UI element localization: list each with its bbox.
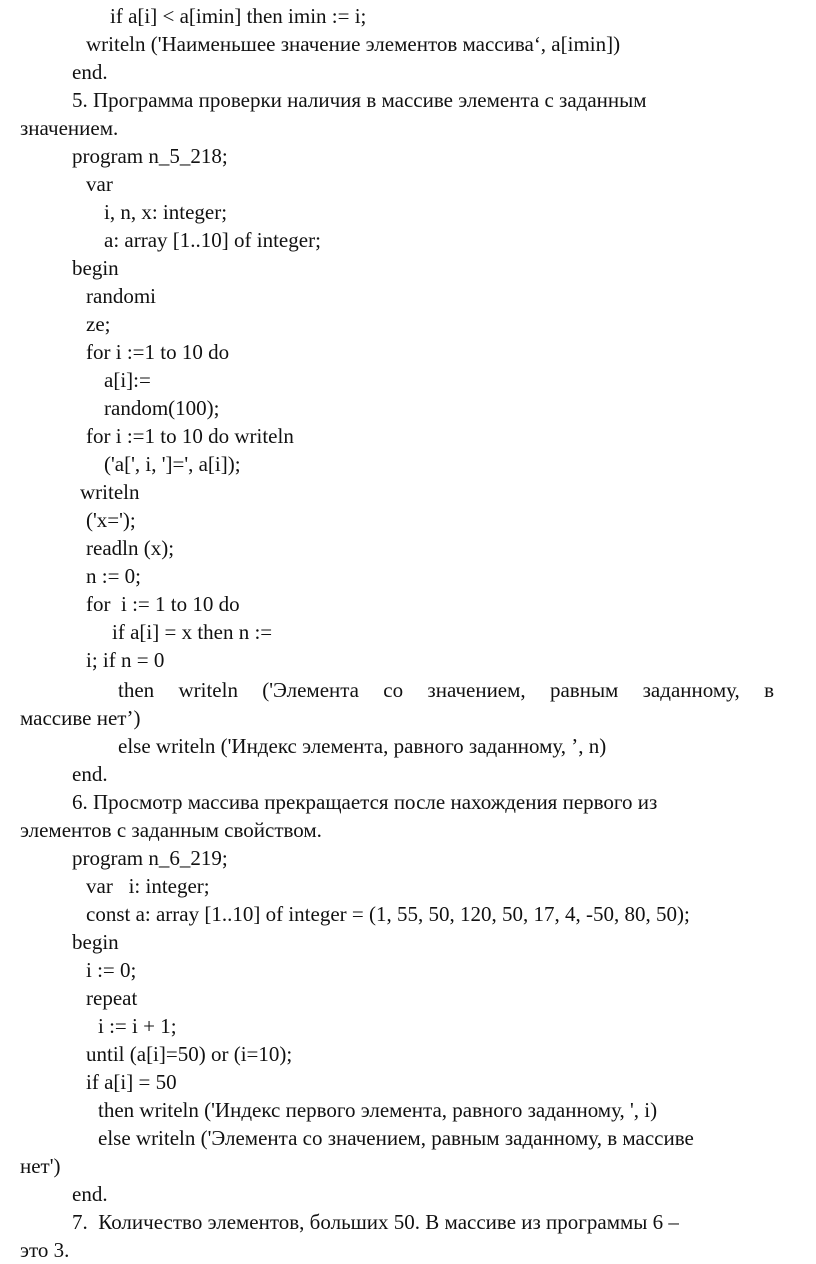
code-line: end. — [72, 60, 108, 84]
section-heading: элементов с заданным свойством. — [20, 818, 322, 842]
section-heading: значением. — [20, 116, 119, 140]
section-heading: 6. Просмотр массива прекращается после нахождения первого из — [72, 790, 658, 814]
code-line: until (a[i]=50) or (i=10); — [86, 1042, 293, 1066]
code-line: for i :=1 to 10 do writeln — [86, 424, 294, 448]
code-line: if a[i] = x then n := — [112, 620, 273, 644]
code-line: массиве нет’) — [20, 706, 141, 730]
code-line: end. — [72, 762, 108, 786]
code-line: repeat — [86, 986, 138, 1010]
code-line: writeln — [80, 480, 140, 504]
code-line: then writeln ('Индекс первого элемента, равного заданному, ', i) — [98, 1098, 658, 1122]
code-line: randomi — [86, 284, 156, 308]
code-line: for i := 1 to 10 do — [86, 592, 240, 616]
code-line: ze; — [86, 312, 111, 336]
code-line: a[i]:= — [104, 368, 151, 392]
code-line: n := 0; — [86, 564, 142, 588]
code-line: for i :=1 to 10 do — [86, 340, 230, 364]
code-line: then writeln ('Элемента со значением, равным заданному, в — [118, 678, 774, 702]
code-line: var — [86, 172, 113, 196]
code-line: program n_6_219; — [72, 846, 228, 870]
code-line: begin — [72, 930, 119, 954]
code-line: program n_5_218; — [72, 144, 228, 168]
code-line: ('a[', i, ']=', a[i]); — [104, 452, 241, 476]
code-line: readln (x); — [86, 536, 175, 560]
code-line: i; if n = 0 — [86, 648, 165, 672]
code-line: i := 0; — [86, 958, 137, 982]
code-line: end. — [72, 1182, 108, 1206]
code-line: begin — [72, 256, 119, 280]
section-heading: 5. Программа проверки наличия в массиве элемента с заданным — [72, 88, 647, 112]
code-line: random(100); — [104, 396, 220, 420]
code-line: else writeln ('Элемента со значением, равным заданному, в массиве — [98, 1126, 694, 1150]
code-line: нет') — [20, 1154, 61, 1178]
code-line: if a[i] = 50 — [86, 1070, 177, 1094]
code-line: else writeln ('Индекс элемента, равного заданному, ’, n) — [118, 734, 607, 758]
code-line: i := i + 1; — [98, 1014, 177, 1038]
section-heading: это 3. — [20, 1238, 70, 1262]
section-heading: 7. Количество элементов, больших 50. В массиве из программы 6 – — [72, 1210, 679, 1234]
code-line: a: array [1..10] of integer; — [104, 228, 321, 252]
code-line: var i: integer; — [86, 874, 210, 898]
code-line: const a: array [1..10] of integer = (1, 55, 50, 120, 50, 17, 4, -50, 80, 50); — [86, 902, 690, 926]
code-line: writeln ('Наименьшее значение элементов массива‘, a[imin]) — [86, 32, 621, 56]
code-line: if a[i] < a[imin] then imin := i; — [110, 4, 367, 28]
code-line: i, n, x: integer; — [104, 200, 228, 224]
code-line: ('x='); — [86, 508, 136, 532]
